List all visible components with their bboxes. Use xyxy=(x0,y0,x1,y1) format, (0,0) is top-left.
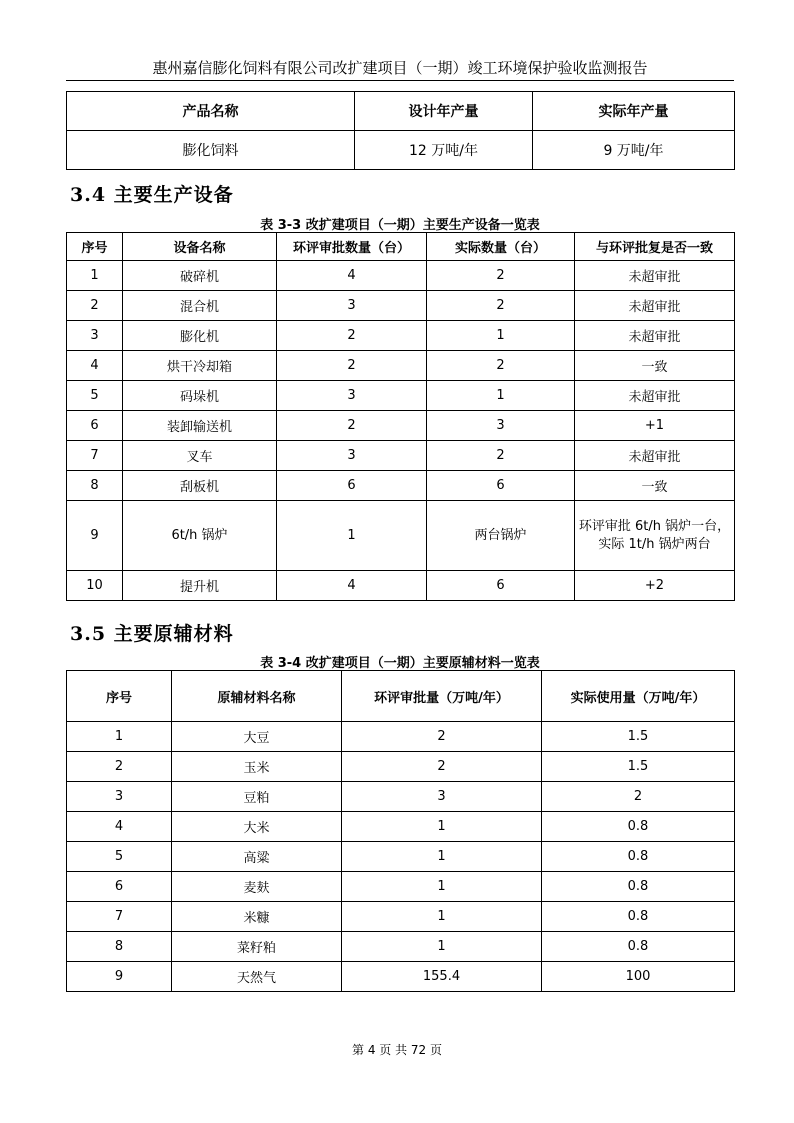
header-rule xyxy=(66,80,734,81)
table-cell: 一致 xyxy=(575,351,735,381)
table-row xyxy=(67,752,735,782)
materials-table-body xyxy=(67,722,735,992)
column-header: 设备名称 xyxy=(123,233,277,261)
table-cell: 1 xyxy=(342,902,542,932)
header-row xyxy=(67,233,735,261)
table-row xyxy=(67,571,735,601)
table-cell: 大豆 xyxy=(172,722,342,752)
table-cell: 6 xyxy=(67,872,172,902)
table-cell: 膨化饲料 xyxy=(67,131,355,170)
table-cell: 1.5 xyxy=(542,722,735,752)
table-cell: +1 xyxy=(575,411,735,441)
table-cell: 2 xyxy=(277,321,427,351)
table-cell: 7 xyxy=(67,902,172,932)
table-cell: 刮板机 xyxy=(123,471,277,501)
column-header: 与环评批复是否一致 xyxy=(575,233,735,261)
table-row xyxy=(67,872,735,902)
table-cell: 3 xyxy=(67,321,123,351)
header-row xyxy=(67,671,735,722)
table-cell: 破碎机 xyxy=(123,261,277,291)
table-cell: 米糠 xyxy=(172,902,342,932)
table-cell: 3 xyxy=(277,381,427,411)
table-cell: 环评审批 6t/h 锅炉一台，实际 1t/h 锅炉两台 xyxy=(575,501,735,571)
table-cell: 1 xyxy=(342,932,542,962)
equipment-table xyxy=(66,232,735,601)
table-cell: 高粱 xyxy=(172,842,342,872)
table-cell: 2 xyxy=(427,441,575,471)
page-footer: 第 4 页 共 72 页 xyxy=(352,1043,442,1057)
equipment-table-header xyxy=(67,233,735,261)
table-cell: 3 xyxy=(342,782,542,812)
table-cell: 2 xyxy=(427,351,575,381)
table-cell: 3 xyxy=(277,441,427,471)
table-row xyxy=(67,411,735,441)
table-cell: 2 xyxy=(67,291,123,321)
table-cell: 12 万吨/年 xyxy=(355,131,533,170)
table-row xyxy=(67,381,735,411)
header-row xyxy=(67,92,735,131)
table-cell: 1 xyxy=(342,872,542,902)
table-cell: 5 xyxy=(67,842,172,872)
equipment-table-caption: 表 3-3 改扩建项目（一期）主要生产设备一览表 xyxy=(260,218,540,233)
table-cell: 0.8 xyxy=(542,902,735,932)
table-cell: 未超审批 xyxy=(575,441,735,471)
table-row xyxy=(67,782,735,812)
table-row xyxy=(67,962,735,992)
table-cell: 0.8 xyxy=(542,872,735,902)
table-cell: 2 xyxy=(277,351,427,381)
table-cell: 5 xyxy=(67,381,123,411)
table-cell: 一致 xyxy=(575,471,735,501)
table-cell: 烘干冷却箱 xyxy=(123,351,277,381)
table-cell: 玉米 xyxy=(172,752,342,782)
table-cell: 8 xyxy=(67,471,123,501)
table-cell: 3 xyxy=(427,411,575,441)
table-row xyxy=(67,291,735,321)
product-table-header xyxy=(67,92,735,131)
table-row xyxy=(67,902,735,932)
table-cell: 膨化机 xyxy=(123,321,277,351)
column-header: 序号 xyxy=(67,671,172,722)
table-cell: 未超审批 xyxy=(575,321,735,351)
column-header: 原辅材料名称 xyxy=(172,671,342,722)
table-cell: 8 xyxy=(67,932,172,962)
table-cell: 2 xyxy=(427,291,575,321)
table-cell: 1 xyxy=(427,321,575,351)
table-cell: 1 xyxy=(427,381,575,411)
materials-table-header xyxy=(67,671,735,722)
column-header: 产品名称 xyxy=(67,92,355,131)
table-cell: 2 xyxy=(67,752,172,782)
table-cell: 9 xyxy=(67,962,172,992)
table-cell: 未超审批 xyxy=(575,291,735,321)
table-cell: 0.8 xyxy=(542,932,735,962)
page-header-title: 惠州嘉信膨化饲料有限公司改扩建项目（一期）竣工环境保护验收监测报告 xyxy=(152,59,648,77)
table-row xyxy=(67,441,735,471)
table-cell: 4 xyxy=(277,261,427,291)
table-cell: 6 xyxy=(67,411,123,441)
table-cell: 麦麸 xyxy=(172,872,342,902)
column-header: 环评审批量（万吨/年） xyxy=(342,671,542,722)
section-heading-equipment: 3.4 主要生产设备 xyxy=(70,184,234,206)
table-cell: 混合机 xyxy=(123,291,277,321)
table-cell: 3 xyxy=(67,782,172,812)
section-heading-materials: 3.5 主要原辅材料 xyxy=(70,623,234,645)
column-header: 序号 xyxy=(67,233,123,261)
table-row xyxy=(67,722,735,752)
column-header: 实际使用量（万吨/年） xyxy=(542,671,735,722)
table-row xyxy=(67,932,735,962)
table-cell: 3 xyxy=(277,291,427,321)
materials-table-caption: 表 3-4 改扩建项目（一期）主要原辅材料一览表 xyxy=(260,656,540,671)
table-cell: 叉车 xyxy=(123,441,277,471)
table-cell: 2 xyxy=(277,411,427,441)
table-cell: 100 xyxy=(542,962,735,992)
equipment-table-body xyxy=(67,261,735,601)
table-cell: 4 xyxy=(67,351,123,381)
table-cell: 10 xyxy=(67,571,123,601)
table-cell: 提升机 xyxy=(123,571,277,601)
table-row xyxy=(67,812,735,842)
table-cell: 两台锅炉 xyxy=(427,501,575,571)
column-header: 环评审批数量（台） xyxy=(277,233,427,261)
table-cell: 0.8 xyxy=(542,842,735,872)
table-cell: 菜籽粕 xyxy=(172,932,342,962)
table-cell: 9 xyxy=(67,501,123,571)
table-cell: 6 xyxy=(277,471,427,501)
column-header: 实际数量（台） xyxy=(427,233,575,261)
table-row xyxy=(67,471,735,501)
table-cell: 1 xyxy=(277,501,427,571)
table-cell: 大米 xyxy=(172,812,342,842)
table-cell: 2 xyxy=(342,752,542,782)
table-cell: 码垛机 xyxy=(123,381,277,411)
table-cell: 9 万吨/年 xyxy=(533,131,735,170)
table-cell: 1.5 xyxy=(542,752,735,782)
table-row xyxy=(67,501,735,571)
table-cell: 2 xyxy=(427,261,575,291)
column-header: 实际年产量 xyxy=(533,92,735,131)
table-row xyxy=(67,321,735,351)
table-cell: 天然气 xyxy=(172,962,342,992)
table-cell: 0.8 xyxy=(542,812,735,842)
table-cell: 未超审批 xyxy=(575,381,735,411)
table-row xyxy=(67,842,735,872)
table-row xyxy=(67,351,735,381)
materials-table xyxy=(66,670,735,992)
table-cell: 1 xyxy=(67,261,123,291)
table-cell: 2 xyxy=(542,782,735,812)
column-header: 设计年产量 xyxy=(355,92,533,131)
table-row xyxy=(67,131,735,170)
table-cell: 未超审批 xyxy=(575,261,735,291)
table-cell: 155.4 xyxy=(342,962,542,992)
table-cell: 6t/h 锅炉 xyxy=(123,501,277,571)
table-cell: 7 xyxy=(67,441,123,471)
table-cell: 豆粕 xyxy=(172,782,342,812)
table-cell: 1 xyxy=(342,842,542,872)
product-table xyxy=(66,91,735,170)
table-cell: 2 xyxy=(342,722,542,752)
table-cell: +2 xyxy=(575,571,735,601)
table-cell: 6 xyxy=(427,471,575,501)
table-cell: 1 xyxy=(342,812,542,842)
table-cell: 装卸输送机 xyxy=(123,411,277,441)
table-row xyxy=(67,261,735,291)
table-cell: 6 xyxy=(427,571,575,601)
table-cell: 4 xyxy=(67,812,172,842)
table-cell: 4 xyxy=(277,571,427,601)
product-table-body xyxy=(67,131,735,170)
table-cell: 1 xyxy=(67,722,172,752)
